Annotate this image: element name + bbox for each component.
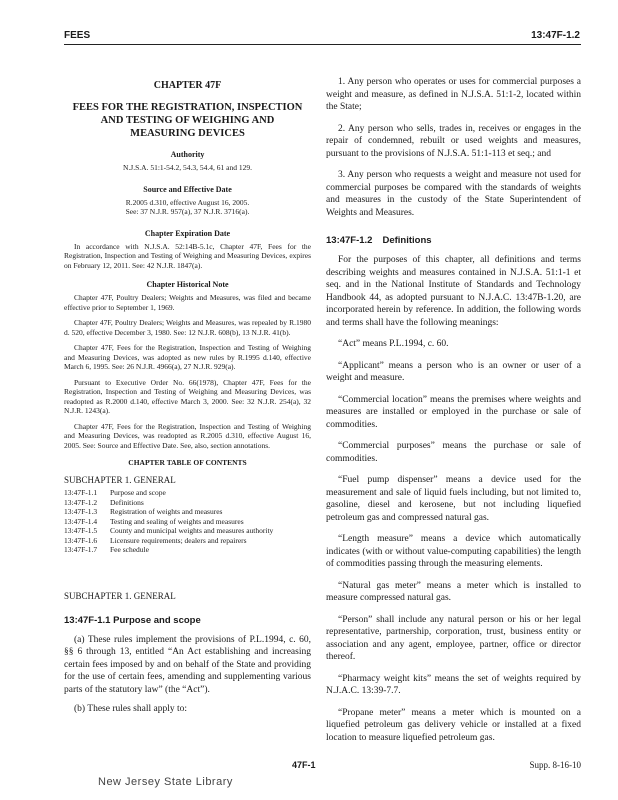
history-note: Pursuant to Executive Order No. 66(1978), Chapter 47F, Fees for the Registration, Inspection and Testing of Weighing and Measuring Devices, was readopted as R.2000 d.140, effective March 3, 2000. See: 32 N.J.R. 254(a), 32 N.J.R. 1243(a).: [64, 377, 311, 415]
toc-entry-number: 13:47F-1.1: [64, 488, 98, 497]
toc-entry[interactable]: [64, 545, 311, 555]
source-text-2: See: 37 N.J.R. 957(a), 37 N.J.R. 3716(a).: [125, 207, 250, 216]
header-rule: [64, 44, 581, 45]
definitions-section-number: 13:47F-1.2: [326, 235, 373, 246]
source-text-1: R.2005 d.310, effective August 16, 2005.: [125, 197, 250, 207]
scope-item-2: 2. Any person who sells, trades in, receives or engages in the repair of condemned, rebuilt or used weights and measures, pursuant to the provisions of N.J.S.A. 51:1-113 et seq.; and: [326, 123, 581, 159]
scope-item-1: 1. Any person who operates or uses for commercial purposes a weight and measure, as defined in N.J.S.A. 51:1-2, located within the State;: [326, 77, 581, 112]
right-column: [326, 52, 581, 753]
left-column: [64, 52, 311, 720]
definitions-intro: For the purposes of this chapter, all definitions and terms describing weights and measures contained in N.J.S.A. 51:1-1 et seq. and in the National Institute of Standards and Technology Handbook 44, as adopted pursuant to N.J.A.C. 13:47B-1.20, are incorporated herein by reference. In addition, the following words and terms shall have the following meanings:: [326, 255, 581, 328]
authority-heading: Authority: [170, 150, 205, 159]
toc-subchapter: SUBCHAPTER 1. GENERAL: [64, 475, 176, 485]
history-note: Chapter 47F, Poultry Dealers; Weights and Measures, was repealed by R.1980 d. 520, effective December 3, 1980. See: 12 N.J.R. 608(b), 13 N.J.R. 41(b).: [64, 318, 311, 337]
definition-term: “Length measure” means a device which automatically indicates (with or without value-computing capabilities) the length of commodities passing through the measuring elements.: [326, 534, 581, 569]
expiration-heading: Chapter Expiration Date: [144, 228, 231, 238]
definition-term: “Fuel pump dispenser” means a device used for the measurement and sale of liquid fuels including, but not limited to, gasoline, diesel and kerosene, but not including liquefied petroleum gas and compressed natural gas.: [326, 475, 581, 523]
toc-entry-number: 13:47F-1.2: [64, 497, 98, 507]
toc-entry-title: Purpose and scope: [110, 488, 166, 497]
section-paragraph-a: (a) These rules implement the provisions of P.L.1994, c. 60, §§ 6 through 13, entitled “An Act establishing and increasing certain fees imposed by and on behalf of the State and providing for the use of certain fees, amending and supplementing various parts of the statutory law” (the “Act”).: [64, 634, 311, 695]
toc-entry-title: County and municipal weights and measures authority: [110, 526, 274, 535]
toc-entry-title: Definitions: [110, 497, 144, 507]
definition-term: “Person” shall include any natural person or his or her legal representative, partnership, corporation, trust, business entity or association and any agent, employee, partner, office or director thereof.: [326, 614, 581, 662]
toc-entry[interactable]: [64, 507, 311, 517]
source-heading: Source and Effective Date: [143, 184, 232, 194]
toc-entry-number: 13:47F-1.4: [64, 516, 98, 526]
definition-term: “Commercial location” means the premises where weights and measures are installed or employed in the purchase or sale of commodities.: [326, 394, 581, 430]
definitions-section-title: Definitions: [382, 235, 432, 246]
toc-list: [64, 488, 311, 555]
library-stamp: New Jersey State Library: [98, 776, 233, 788]
authority-text: N.J.S.A. 51:1-54.2, 54.3, 54.4, 61 and 129.: [123, 163, 252, 172]
chapter-title: FEES FOR THE REGISTRATION, INSPECTION AND TESTING OF WEIGHING AND MEASURING DEVICES: [72, 102, 303, 139]
definition-term: “Commercial purposes” means the purchase or sale of commodities.: [326, 441, 581, 464]
definition-term: “Pharmacy weight kits” means the set of weights required by N.J.A.C. 13:39-7.7.: [326, 673, 581, 696]
section-heading-definitions: [326, 235, 581, 246]
toc-entry[interactable]: [64, 526, 311, 536]
toc-heading: CHAPTER TABLE OF CONTENTS: [128, 458, 247, 467]
definition-term: “Propane meter” means a meter which is mounted on a liquefied petroleum gas delivery vehicle or installed at a fixed location to measure liquefied petroleum gas.: [326, 707, 581, 743]
definition-term: “Act” means P.L.1994, c. 60.: [338, 339, 449, 349]
subchapter-heading: SUBCHAPTER 1. GENERAL: [64, 590, 176, 601]
toc-entry[interactable]: [64, 536, 311, 546]
toc-entry-number: 13:47F-1.5: [64, 526, 98, 535]
toc-entry[interactable]: [64, 488, 311, 498]
toc-entry-title: Registration of weights and measures: [110, 507, 223, 516]
definition-term: “Natural gas meter” means a meter which is installed to measure compressed natural gas.: [326, 580, 581, 603]
page-number: 47F-1: [292, 760, 316, 770]
chapter-number: CHAPTER 47F: [153, 80, 222, 91]
expiration-text: In accordance with N.J.S.A. 52:14B-5.1c, Chapter 47F, Fees for the Registration, Inspection and Testing of Weighing and Measuring Devices, expires on February 12, 2011. See: 42 N.J.R. 1847(a).: [64, 241, 311, 270]
scope-item-3: 3. Any person who requests a weight and measure not used for commercial purposes be compared with the standards of weights and measures in the custody of the State Superintendent of Weights and Measures.: [326, 170, 581, 218]
history-note: Chapter 47F, Fees for the Registration, Inspection and Testing of Weighing and Measuring Devices, was readopted as R.2005 d.310, effective August 16, 2005. See: Source and Effective Date. See, also, section annotations.: [64, 421, 311, 450]
section-heading-purpose: 13:47F-1.1 Purpose and scope: [64, 614, 201, 626]
history-note: Chapter 47F, Poultry Dealers; Weights and Measures, was filed and became effective prior to September 1, 1969.: [64, 293, 311, 312]
section-paragraph-b: (b) These rules shall apply to:: [74, 704, 188, 714]
history-heading: Chapter Historical Note: [146, 280, 229, 289]
history-note: Chapter 47F, Fees for the Registration, Inspection and Testing of Weighing and Measuring Devices, was adopted as new rules by R.1995 d.140, effective March 6, 1995. See: 26 N.J.R. 4966(a), 27 N.J.R. 929(a).: [64, 343, 311, 371]
toc-entry-title: Licensure requirements; dealers and repairers: [110, 535, 247, 545]
running-header-right: 13:47F-1.2: [531, 30, 580, 41]
toc-entry-title: Testing and sealing of weights and measures: [110, 516, 244, 526]
supplement-date: Supp. 8-16-10: [529, 760, 581, 770]
toc-entry-number: 13:47F-1.6: [64, 535, 98, 545]
toc-entry[interactable]: [64, 517, 311, 527]
running-header-left: FEES: [64, 30, 91, 41]
toc-entry-number: 13:47F-1.3: [64, 507, 98, 516]
toc-entry[interactable]: [64, 498, 311, 508]
definition-term: “Applicant” means a person who is an owner or user of a weight and measure.: [326, 360, 581, 383]
toc-entry-title: Fee schedule: [110, 545, 149, 554]
toc-entry-number: 13:47F-1.7: [64, 545, 98, 554]
